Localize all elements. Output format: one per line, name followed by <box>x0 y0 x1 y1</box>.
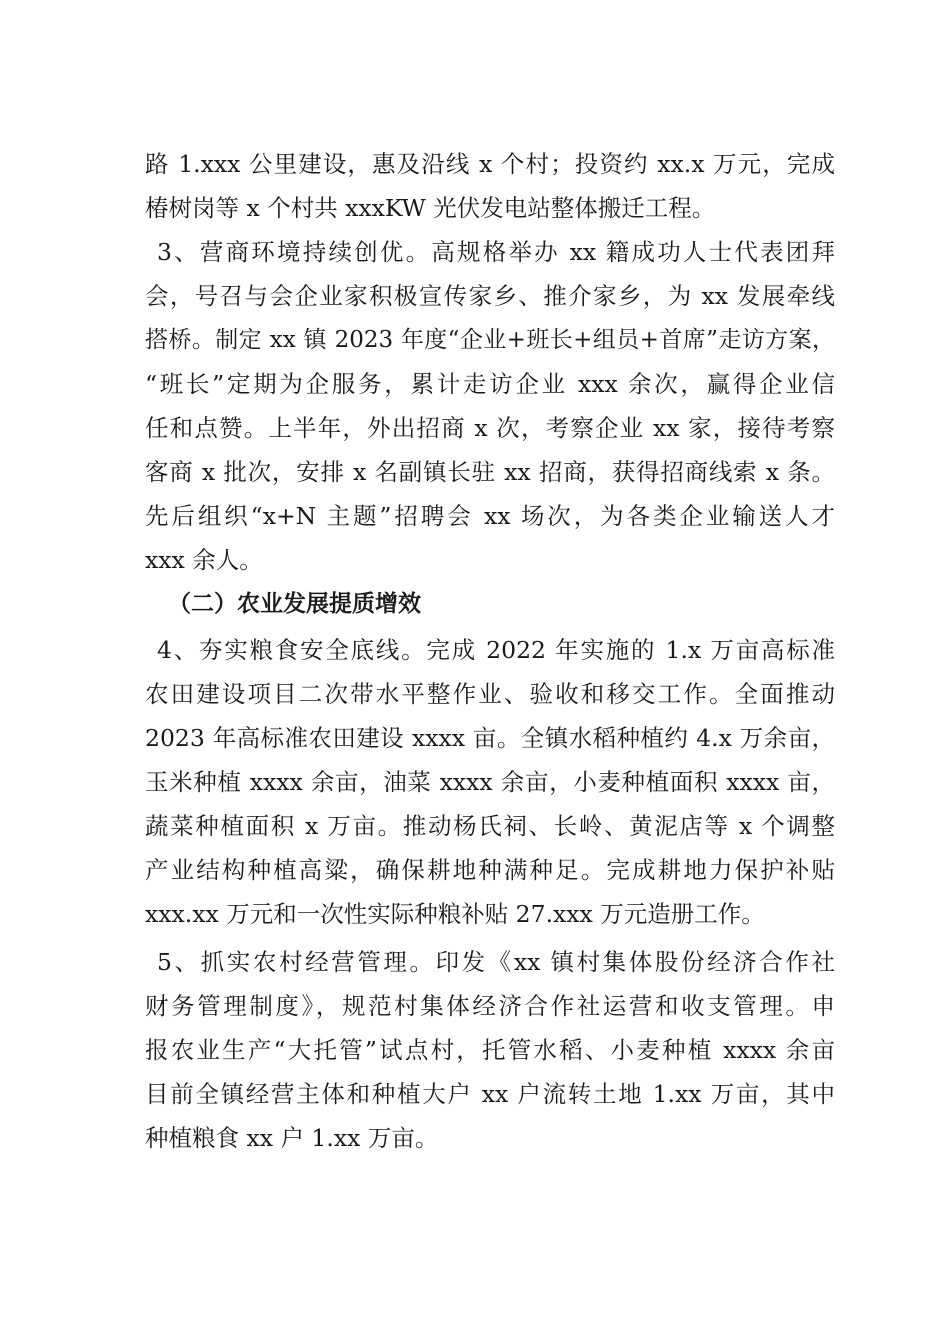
paragraph-3-line-2: 会，号召与会企业家积极宣传家乡、推介家乡，为 xx 发展牵线 <box>145 282 835 310</box>
paragraph-3-line-4: “班长”定期为企服务，累计走访企业 xxx 余次，赢得企业信 <box>145 370 835 398</box>
paragraph-5-line-1: 5、抓实农村经营管理。印发《xx 镇村集体股份经济合作社 <box>157 948 835 976</box>
section-2-heading: （二）农业发展提质增效 <box>168 591 421 617</box>
paragraph-4-line-7: xxx.xx 万元和一次性实际种粮补贴 27.xxx 万元造册工作。 <box>145 900 765 928</box>
paragraph-4-line-4: 玉米种植 xxxx 余亩，油菜 xxxx 余亩，小麦种植面积 xxxx 亩， <box>145 768 835 796</box>
paragraph-3-line-3: 搭桥。制定 xx 镇 2023 年度“企业+班长+组员+首席”走访方案， <box>145 327 835 353</box>
paragraph-road-line-1: 路 1.xxx 公里建设，惠及沿线 x 个村；投资约 xx.x 万元，完成 <box>145 150 835 178</box>
paragraph-4-line-2: 农田建设项目二次带水平整作业、验收和移交工作。全面推动 <box>145 680 835 708</box>
paragraph-5-line-2: 财务管理制度》，规范村集体经济合作社运营和收支管理。申 <box>145 992 835 1020</box>
paragraph-4-line-3: 2023 年高标准农田建设 xxxx 亩。全镇水稻种植约 4.x 万余亩， <box>145 724 835 752</box>
paragraph-3-line-6: 客商 x 批次，安排 x 名副镇长驻 xx 招商，获得招商线索 x 条。 <box>145 458 835 486</box>
paragraph-5-line-5: 种植粮食 xx 户 1.xx 万亩。 <box>145 1124 439 1152</box>
paragraph-3-line-7: 先后组织“x+N 主题”招聘会 xx 场次，为各类企业输送人才 <box>145 502 835 530</box>
paragraph-4-line-6: 产业结构种植高粱，确保耕地种满种足。完成耕地力保护补贴 <box>145 856 835 884</box>
paragraph-5-line-4: 目前全镇经营主体和种植大户 xx 户流转土地 1.xx 万亩，其中 <box>145 1080 835 1108</box>
paragraph-5-line-3: 报农业生产“大托管”试点村，托管水稻、小麦种植 xxxx 余亩 <box>145 1036 835 1064</box>
paragraph-road-line-2: 椿树岗等 x 个村共 xxxKW 光伏发电站整体搬迁工程。 <box>145 194 716 222</box>
paragraph-3-line-1: 3、营商环境持续创优。高规格举办 xx 籍成功人士代表团拜 <box>157 238 835 266</box>
paragraph-4-line-1: 4、夯实粮食安全底线。完成 2022 年实施的 1.x 万亩高标准 <box>157 636 835 664</box>
paragraph-3-line-8: xxx 余人。 <box>145 546 263 574</box>
paragraph-4-line-5: 蔬菜种植面积 x 万亩。推动杨氏祠、长岭、黄泥店等 x 个调整 <box>145 812 835 840</box>
paragraph-3-line-5: 任和点赞。上半年，外出招商 x 次，考察企业 xx 家，接待考察 <box>145 414 835 442</box>
